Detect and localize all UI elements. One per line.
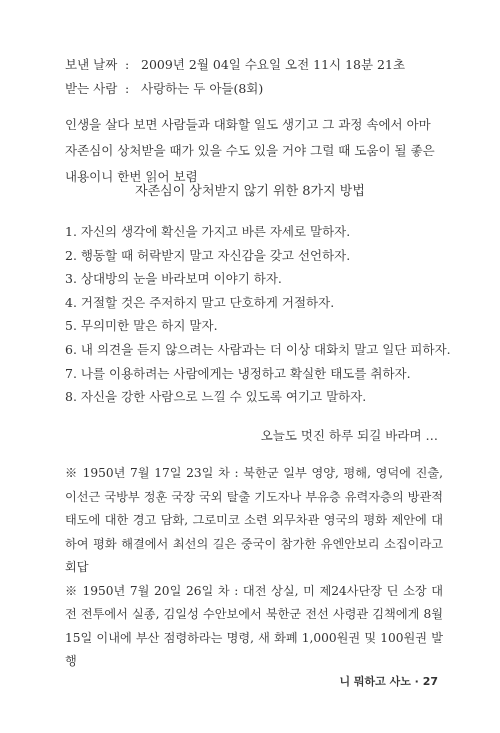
intro-paragraph: 인생을 살다 보면 사람들과 대화할 일도 생기고 그 과정 속에서 아마 자존심이 상처받을 때가 있을 수도 있을 거야 그럴 때 도움이 될 좋은 내용이니 한번 읽어 보렴 (65, 117, 435, 184)
sent-date-label: 보낸 날짜 (65, 57, 118, 72)
page-footer: 니 뭐하고 사노 · 27 (339, 675, 438, 688)
history-notes (65, 462, 443, 674)
list-item: 8. 자신을 강한 사람으로 느낄 수 있도록 여기고 말하자. (65, 389, 367, 405)
list-item: 1. 자신의 생각에 확신을 가지고 바른 자세로 말하자. (65, 224, 351, 239)
list-item: 2. 행동할 때 허락받지 말고 자신감을 갖고 선언하자. (65, 247, 351, 263)
list-item: 5. 무의미한 말은 하지 말자. (65, 318, 218, 334)
closing-line: 오늘도 멋진 하루 되길 바라며 … (260, 428, 438, 443)
history-note: ※ 1950년 7월 20일 26일 차 : 대전 상실, 미 제24사단장 딘 소장 대전 전투에서 실종, 김일성 수안보에서 북한군 전선 사령관 김책에게 8월 15일 이내에 부산 점령하라는 명령, 새 화폐 1,000원권 및 100원권 발행 (65, 583, 443, 668)
sent-date-value: 2009년 2월 04일 수요일 오전 11시 18분 21초 (141, 57, 406, 72)
recipient-label: 받는 사람 (65, 81, 118, 96)
section-heading: 자존심이 상처받지 않기 위한 8가지 방법 (135, 184, 365, 199)
list-item: 7. 나를 이용하려는 사람에게는 냉정하고 확실한 태도를 취하자. (65, 365, 411, 381)
recipient-row (65, 79, 263, 97)
sent-date-row (65, 55, 405, 73)
list-item: 3. 상대방의 눈을 바라보며 이야기 하자. (65, 271, 282, 287)
recipient-colon: : (125, 81, 130, 96)
history-note: ※ 1950년 7월 17일 23일 차 : 북한군 일부 영양, 평해, 영덕에 진출, 이선근 국방부 정훈 국장 국외 탈출 기도자나 부유층 유력자층의 방관적 태도에 대한 경고 담화, 그로미코 소련 외무차관 영국의 평화 제안에 대하여 평화 해결에서 최선의 길은 중국이 참가한 유엔안보리 소집이라고 회답 (65, 466, 443, 574)
list-item: 4. 거절할 것은 주저하지 말고 단호하게 거절하자. (65, 294, 335, 310)
list-item: 6. 내 의견을 듣지 않으려는 사람과는 더 이상 대화치 말고 일단 피하자. (65, 341, 451, 357)
tips-list (65, 220, 451, 409)
sent-date-colon: : (125, 57, 130, 72)
recipient-value: 사랑하는 두 아들(8회) (141, 81, 264, 96)
